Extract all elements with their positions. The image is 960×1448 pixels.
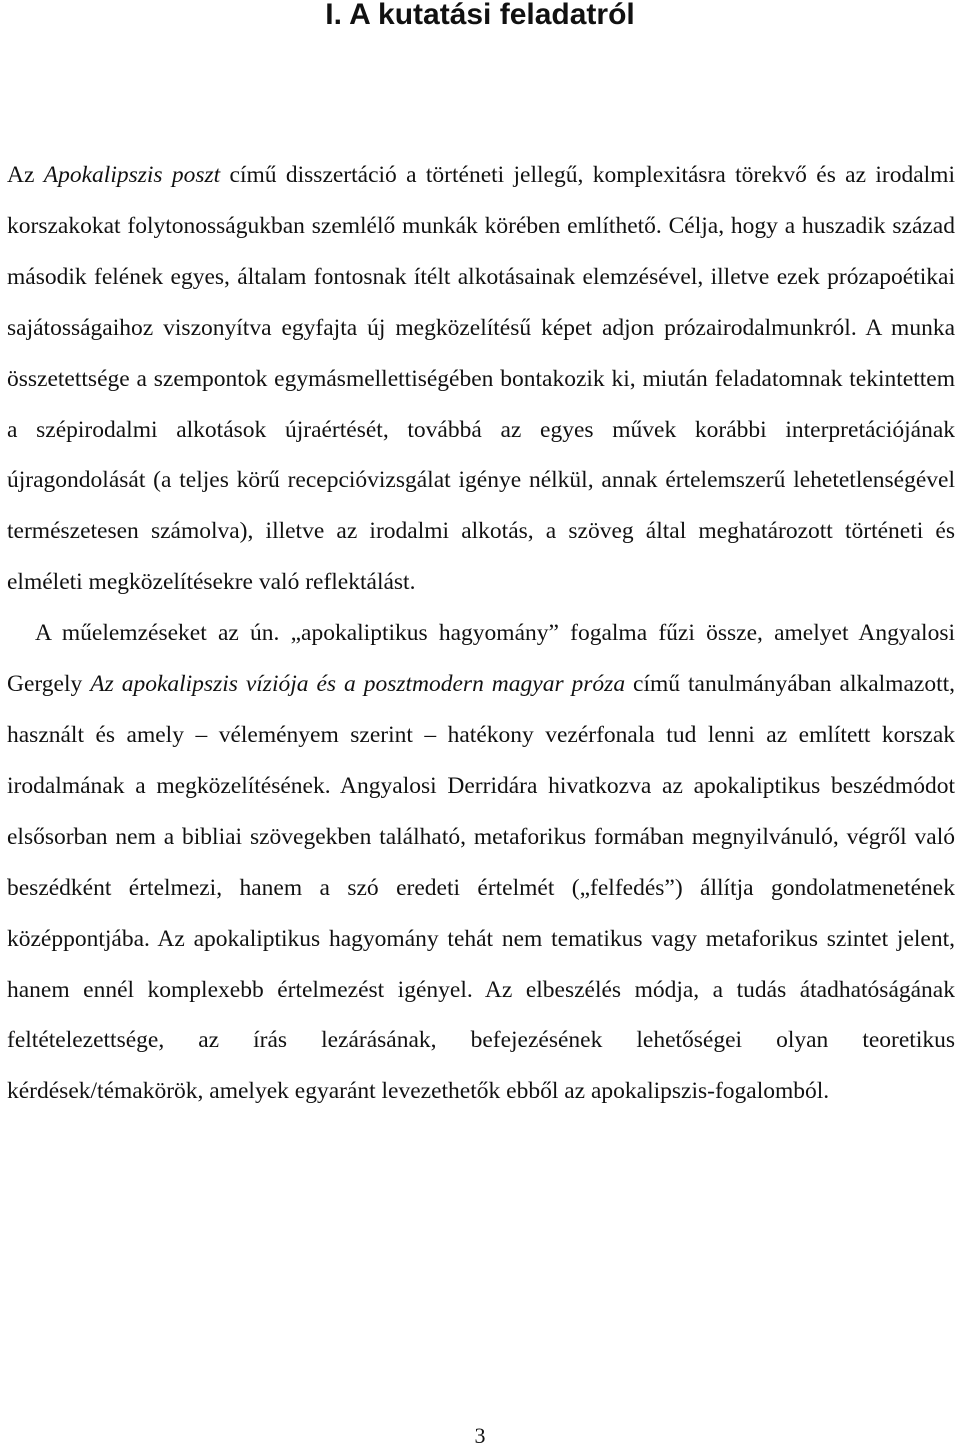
chapter-title: I. A kutatási feladatról (325, 0, 635, 31)
paragraph-intro-text-2: című disszertáció a történeti jellegű, komplexitásra törekvő és az irodalmi korszakokat folytonosságukban szemlélő munkák körében említhető. Célja, hogy a huszadik század második felének egyes, általam fontosnak ítélt alkotásainak elemzésével, illetve ezek prózapoétikai sajátosságaihoz viszonyítva egyfajta új megközelítésű képet adjon prózairodalmunkról. A munka összetettsége a szempontok egymásmellettiségében bontakozik ki, miután feladatomnak tekintettem a szépirodalmi alkotások újraértését, továbbá az egyes művek korábbi interpretációjának újragondolását (a teljes körű recepcióvizsgálat igénye nélkül, annak értelemszerű lehetetlenségével természetesen számolva), illetve az irodalmi alkotás, a szöveg által meghatározott történeti és elméleti megközelítésekre való reflektálást. (7, 162, 955, 596)
paragraph-apocalyptic-tradition (7, 608, 955, 1117)
paragraph-intro-text-1: Az (7, 162, 44, 188)
page-number: 3 (474, 1423, 486, 1448)
paragraph-intro (7, 150, 955, 608)
work-title-angyalosi-study: Az apokalipszis víziója és a posztmodern magyar próza (90, 671, 626, 698)
paragraph-second-text-1: A műelemzéseket az ún. „apokaliptikus hagyomány” fogalma fűzi össze, amelyet Angyalosi Gergely (7, 620, 955, 698)
body-text (7, 150, 955, 1117)
work-title-apokalipszis-poszt: Apokalipszis poszt (43, 162, 221, 188)
paragraph-second-text-2: című tanulmányában alkalmazott, használt és amely – véleményem szerint – hatékony vezérfonala tud lenni az említett korszak irodalmának a megközelítésének. Angyalosi Derridára hivatkozva az apokaliptikus beszédmódot elsősorban nem a bibliai szövegekben található, metaforikus formában megnyilvánuló, végről való beszédként értelmezi, hanem a szó eredeti értelmét („felfedés”) állítja gondolatmenetének középpontjába. Az apokaliptikus hagyomány tehát nem tematikus vagy metaforikus szintet jelent, hanem ennél komplexebb értelmezést igényel. Az elbeszélés módja, a tudás átadhatóságának feltételezettsége, az írás lezárásának, befejezésének lehetőségei olyan teoretikus kérdések/témakörök, amelyek egyaránt levezethetők ebből az apokalipszis-fogalomból. (7, 671, 956, 1105)
